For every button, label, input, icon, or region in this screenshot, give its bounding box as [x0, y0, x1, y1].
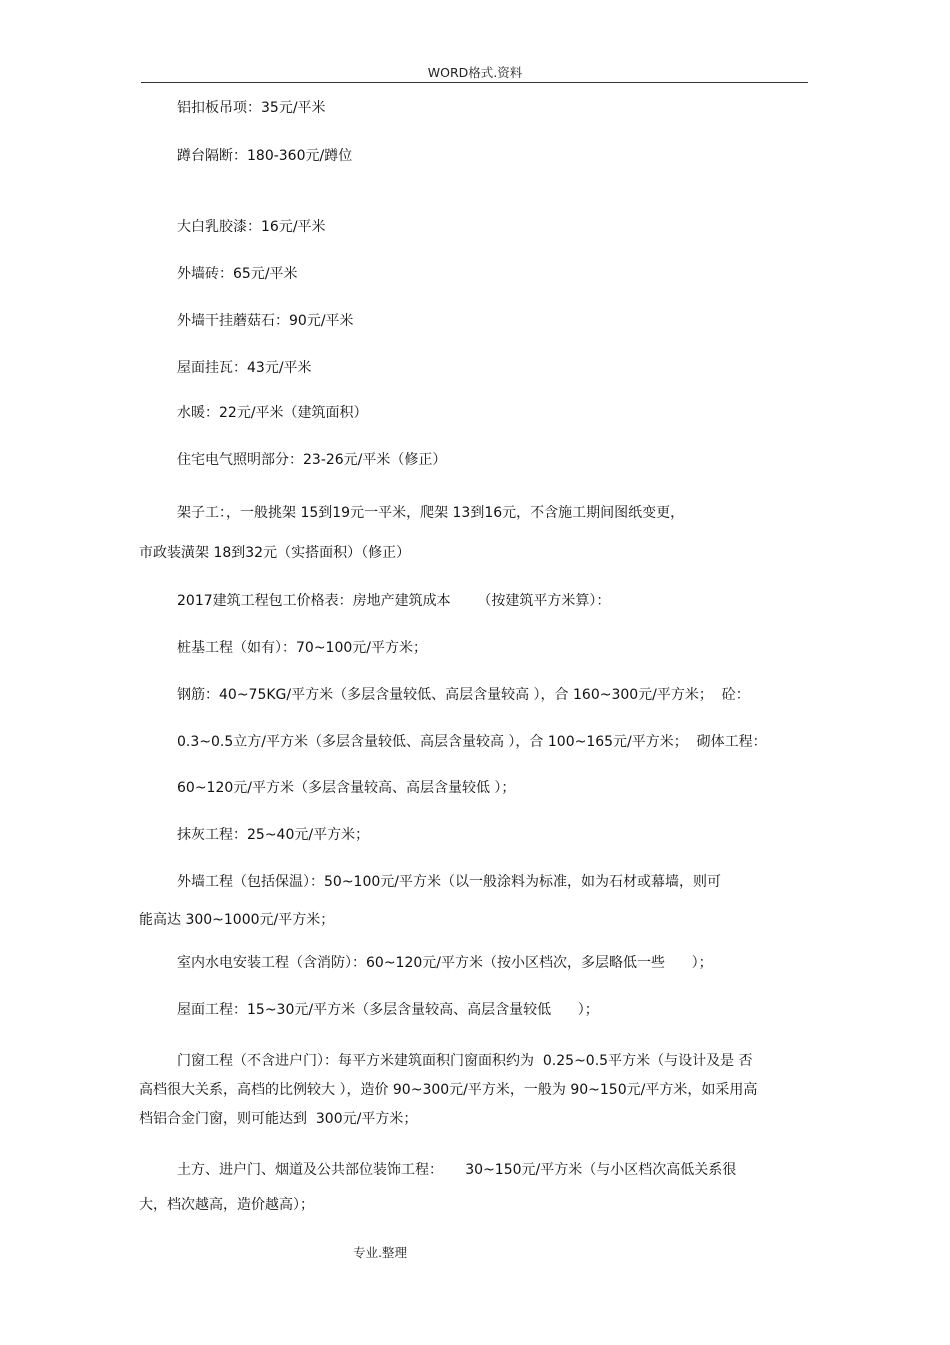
text-line: 屋面挂瓦：43元/平米 — [177, 360, 312, 376]
text-line: 门窗工程（不含进户门）：每平方米建筑面积门窗面积约为 0.25~0.5平方米（与设计及是 否 — [177, 1053, 753, 1069]
text-line: 蹲台隔断：180-360元/蹲位 — [177, 148, 353, 164]
text-line: 铝扣板吊项：35元/平米 — [177, 100, 326, 116]
text-line: 2017建筑工程包工价格表：房地产建筑成本 （按建筑平方米算）： — [177, 593, 611, 609]
text-line: 抹灰工程：25~40元/平方米； — [177, 827, 370, 843]
text-line: 架子工：，一般挑架 15到19元一平米，爬架 13到16元，不含施工期间图纸变更， — [177, 505, 685, 521]
text-line: 室内水电安装工程（含消防）：60~120元/平方米（按小区档次，多层略低一些 ）； — [177, 955, 713, 971]
text-line: 市政装潢架 18到32元（实搭面积）（修正） — [139, 545, 411, 561]
text-line: 高档很大关系，高档的比例较大 ），造价 90~300元/平方米，一般为 90~150元/平方米，如采用高 — [139, 1082, 758, 1098]
text-line: 住宅电气照明部分：23-26元/平米（修正） — [177, 452, 447, 468]
text-line: 能高达 300~1000元/平方米； — [139, 912, 335, 928]
text-line: 屋面工程：15~30元/平方米（多层含量较高、高层含量较低 ）； — [177, 1002, 599, 1018]
text-line: 外墙干挂蘑菇石：90元/平米 — [177, 313, 354, 329]
text-line: 60~120元/平方米（多层含量较高、高层含量较低 ）； — [177, 780, 516, 796]
text-line: 土方、进户门、烟道及公共部位装饰工程： 30~150元/平方米（与小区档次高低关系很 — [177, 1162, 737, 1178]
text-line: 钢筋：40~75KG/平方米（多层含量较低、高层含量较高 ），合 160~300元/平方米； 砼： — [177, 687, 750, 703]
text-line: 外墙砖：65元/平米 — [177, 266, 298, 282]
text-line: 档铝合金门窗，则可能达到 300元/平方米； — [139, 1111, 418, 1127]
page-header: WORD格式.资料 — [427, 65, 523, 80]
header-divider — [141, 82, 808, 83]
text-line: 外墙工程（包括保温）：50~100元/平方米（以一般涂料为标准，如为石材或幕墙，则可 — [177, 874, 721, 890]
text-line: 大白乳胶漆：16元/平米 — [177, 219, 326, 235]
text-line: 水暖：22元/平米（建筑面积） — [177, 405, 368, 421]
text-line: 0.3~0.5立方/平方米（多层含量较低、高层含量较高 ），合 100~165元/平方米； 砌体工程： — [177, 734, 767, 750]
text-line: 大，档次越高，造价越高）； — [139, 1197, 314, 1213]
page-footer: 专业.整理 — [353, 1245, 407, 1260]
text-line: 桩基工程（如有）：70~100元/平方米； — [177, 640, 427, 656]
